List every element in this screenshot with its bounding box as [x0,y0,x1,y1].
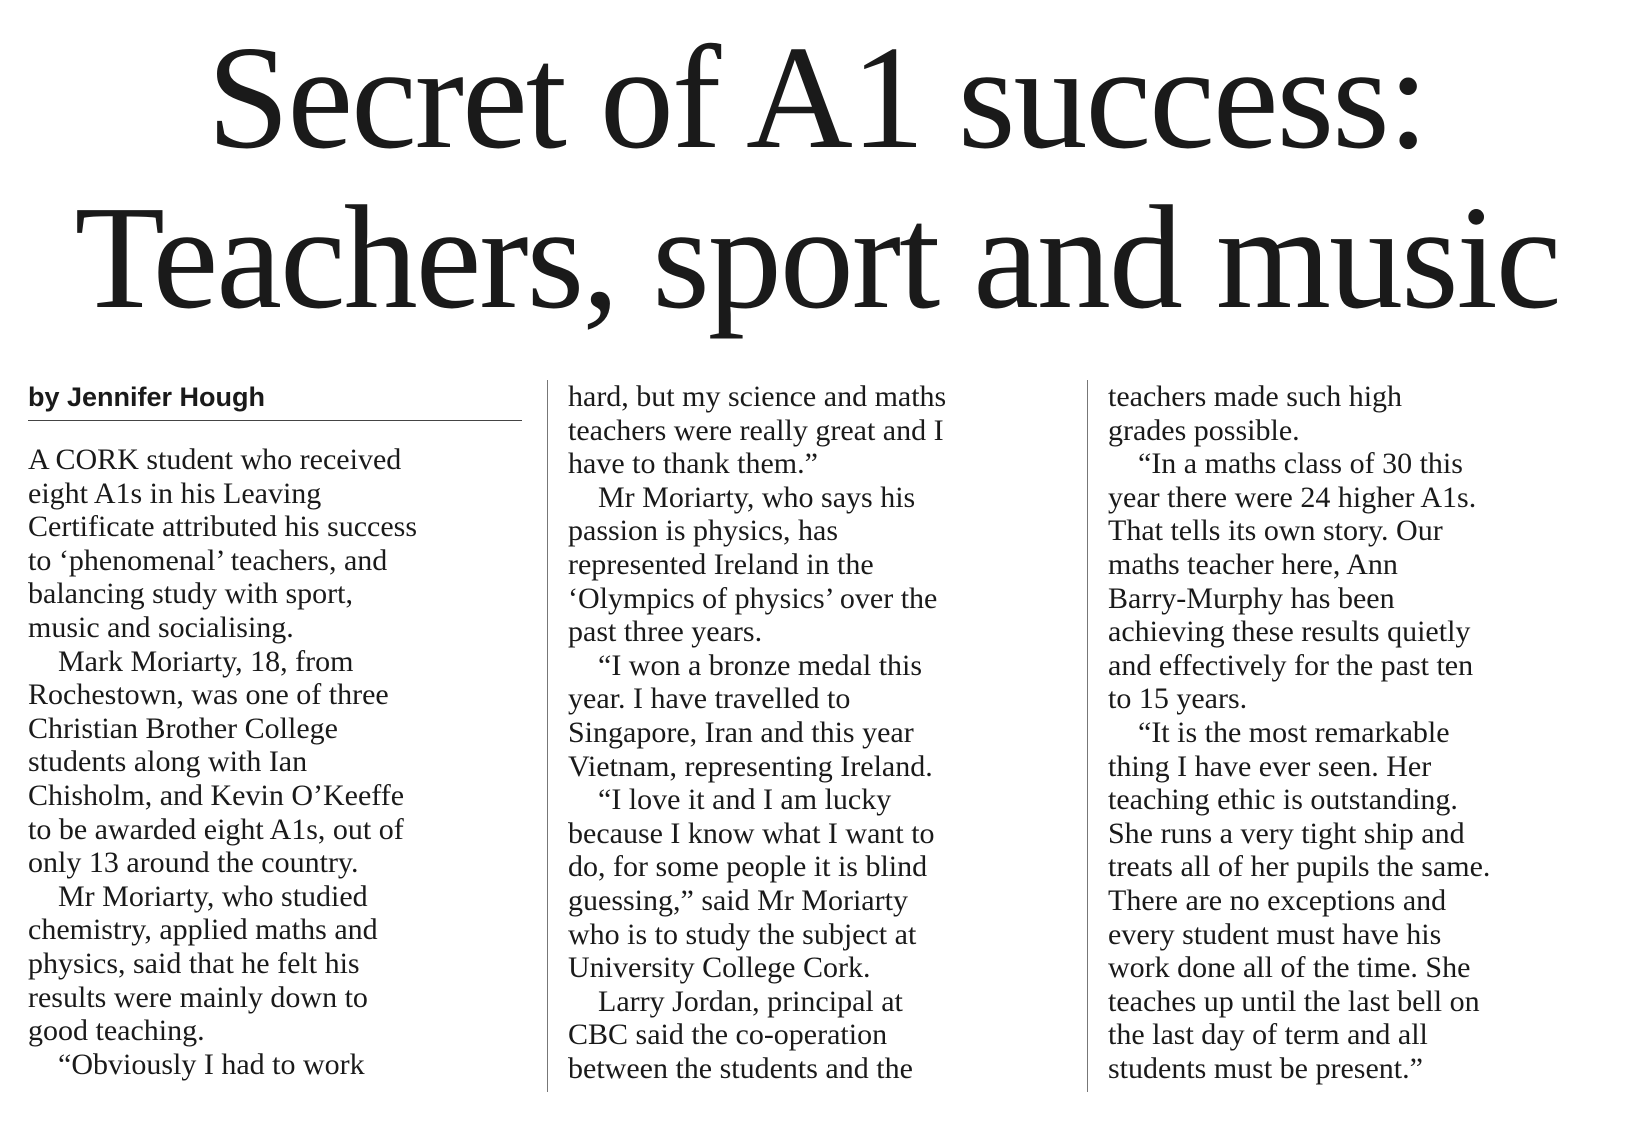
body-line: teachers were really great and I [568,413,944,447]
article-column-1 [28,380,522,1090]
body-line: Mr Moriarty, who says his [598,480,916,514]
headline [0,18,1634,338]
body-line: treats all of her pupils the same. [1108,850,1491,884]
body-line: passion is physics, has [568,514,838,548]
body-line: Barry-Murphy has been [1108,581,1395,615]
body-line: “I love it and I am lucky [598,783,892,817]
body-line: teaching ethic is outstanding. [1108,783,1458,817]
body-line: past three years. [568,615,763,649]
body-line: who is to study the subject at [568,917,917,951]
body-line: “Obviously I had to work [58,1047,365,1081]
body-line: teaches up until the last bell on [1108,984,1480,1018]
body-line: because I know what I want to [568,816,935,850]
body-line: every student must have his [1108,917,1442,951]
body-line: University College Cork. [568,951,871,985]
article-body [28,380,1608,1100]
body-line: That tells its own story. Our [1108,514,1443,548]
body-line: Rochestown, was one of three [28,678,389,712]
body-line: achieving these results quietly [1108,615,1471,649]
body-line: There are no exceptions and [1108,883,1447,917]
article-column-3 [1108,380,1608,1090]
body-line: Christian Brother College [28,711,338,745]
body-line: ‘Olympics of physics’ over the [568,581,938,615]
body-line: between the students and the [568,1051,913,1085]
headline-line-2: Teachers, sport and music [74,176,1560,340]
column-divider [547,380,548,1092]
body-line: CBC said the co-operation [568,1018,888,1052]
body-line: physics, said that he felt his [28,946,360,980]
body-line: balancing study with sport, [28,577,353,611]
body-line: have to thank them.” [568,447,818,481]
body-line: “In a maths class of 30 this [1138,447,1463,481]
body-line: teachers made such high [1108,380,1403,413]
body-line: She runs a very tight ship and [1108,816,1465,850]
body-line: music and socialising. [28,610,294,644]
body-line: “I won a bronze medal this [598,648,923,682]
body-line: students along with Ian [28,745,308,779]
body-line: Chisholm, and Kevin O’Keeffe [28,778,405,812]
body-line: to ‘phenomenal’ teachers, and [28,543,388,577]
body-line: “It is the most remarkable [1138,715,1450,749]
body-line: hard, but my science and maths [568,380,947,413]
body-line: students must be present.” [1108,1051,1423,1085]
body-line: year. I have travelled to [568,682,851,716]
column-divider [1087,380,1088,1092]
body-line: Mark Moriarty, 18, from [58,644,354,678]
body-line: to be awarded eight A1s, out of [28,812,404,846]
body-line: Vietnam, representing Ireland. [568,749,933,783]
body-line: A CORK student who received [28,443,402,476]
body-line: the last day of term and all [1108,1018,1428,1052]
body-line: only 13 around the country. [28,846,359,880]
body-line: guessing,” said Mr Moriarty [568,883,908,917]
byline: by Jennifer Hough [28,380,522,421]
body-line: thing I have ever seen. Her [1108,749,1432,783]
body-line: Singapore, Iran and this year [568,715,914,749]
body-line: chemistry, applied maths and [28,913,378,947]
article-column-2 [568,380,1068,1090]
headline-line-1: Secret of A1 success: [207,16,1427,180]
body-line: Larry Jordan, principal at [598,984,903,1018]
body-line: good teaching. [28,1014,205,1048]
body-line: represented Ireland in the [568,547,874,581]
body-line: work done all of the time. She [1108,951,1471,985]
body-line: maths teacher here, Ann [1108,547,1398,581]
body-line: and effectively for the past ten [1108,648,1474,682]
body-line: results were mainly down to [28,980,368,1014]
body-line: Mr Moriarty, who studied [58,879,368,913]
body-line: Certificate attributed his success [28,510,418,544]
body-line: do, for some people it is blind [568,850,928,884]
body-line: grades possible. [1108,413,1300,447]
body-line: to 15 years. [1108,682,1248,716]
body-line: eight A1s in his Leaving [28,476,322,510]
body-line: year there were 24 higher A1s. [1108,480,1477,514]
